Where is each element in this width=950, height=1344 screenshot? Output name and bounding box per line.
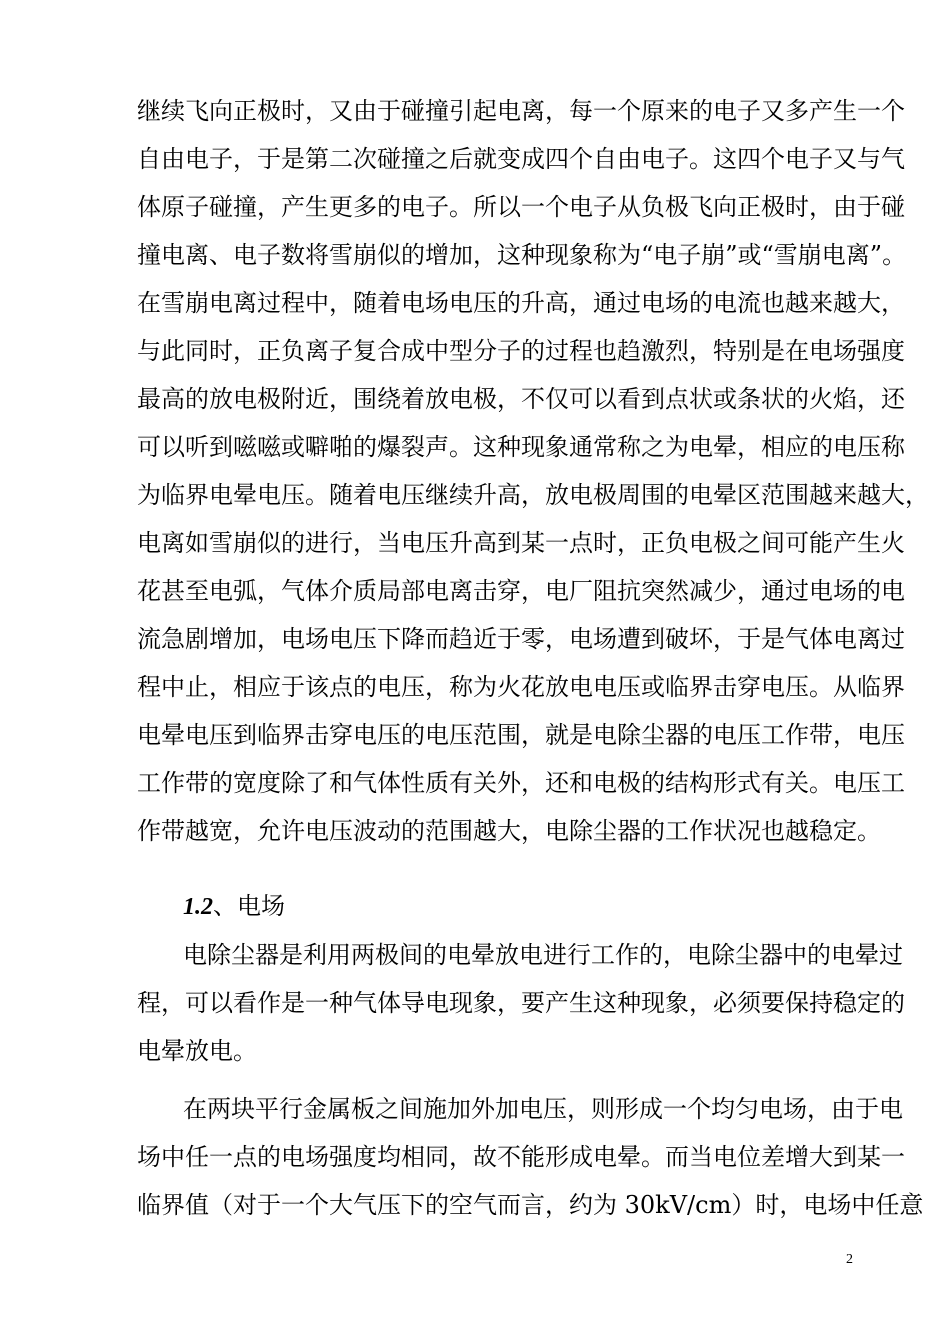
text-line: 可以听到嗞嗞或噼啪的爆裂声。这种现象通常称之为电晕，相应的电压称 (137, 433, 905, 461)
text-line: 作带越宽，允许电压波动的范围越大，电除尘器的工作状况也越稳定。 (137, 817, 881, 845)
text-line: 继续飞向正极时，又由于碰撞引起电离，每一个原来的电子又多产生一个 (137, 97, 905, 125)
text-line: 撞电离、电子数将雪崩似的增加，这种现象称为“电子崩”或“雪崩电离”。 (137, 241, 907, 269)
page-number: 2 (846, 1252, 853, 1267)
text-line: 体原子碰撞，产生更多的电子。所以一个电子从负极飞向正极时，由于碰 (137, 193, 905, 221)
section-heading (183, 885, 285, 928)
section-title: 、电场 (213, 892, 285, 920)
text-line: 最高的放电极附近，围绕着放电极，不仅可以看到点状或条状的火焰，还 (137, 385, 905, 413)
text-line: 程中止，相应于该点的电压，称为火花放电电压或临界击穿电压。从临界 (137, 673, 905, 701)
text-line: 场中任一点的电场强度均相同，故不能形成电晕。而当电位差增大到某一 (137, 1143, 905, 1171)
section-number: 1.2 (183, 894, 213, 920)
text-line: 花甚至电弧，气体介质局部电离击穿，电厂阻抗突然减少，通过电场的电 (137, 577, 905, 605)
text-line: 流急剧增加，电场电压下降而趋近于零，电场遭到破坏，于是气体电离过 (137, 625, 905, 653)
text-line: 在雪崩电离过程中，随着电场电压的升高，通过电场的电流也越来越大， (137, 289, 905, 317)
text-line: 电除尘器是利用两极间的电晕放电进行工作的，电除尘器中的电晕过 (183, 941, 903, 969)
text-line: 电离如雪崩似的进行，当电压升高到某一点时，正负电极之间可能产生火 (137, 529, 905, 557)
text-line: 在两块平行金属板之间施加外加电压，则形成一个均匀电场，由于电 (183, 1095, 903, 1123)
text-line: 工作带的宽度除了和气体性质有关外，还和电极的结构形式有关。电压工 (137, 769, 905, 797)
text-line: 自由电子，于是第二次碰撞之后就变成四个自由电子。这四个电子又与气 (137, 145, 905, 173)
text-line: 为临界电晕电压。随着电压继续升高，放电极周围的电晕区范围越来越大， (137, 481, 929, 509)
text-line: 电晕电压到临界击穿电压的电压范围，就是电除尘器的电压工作带，电压 (137, 721, 905, 749)
text-line: 临界值（对于一个大气压下的空气而言，约为 30kV/cm）时，电场中任意 (137, 1191, 924, 1219)
text-line: 与此同时，正负离子复合成中型分子的过程也趋激烈，特别是在电场强度 (137, 337, 905, 365)
text-line: 电晕放电。 (137, 1037, 257, 1065)
text-line: 程，可以看作是一种气体导电现象，要产生这种现象，必须要保持稳定的 (137, 989, 905, 1017)
